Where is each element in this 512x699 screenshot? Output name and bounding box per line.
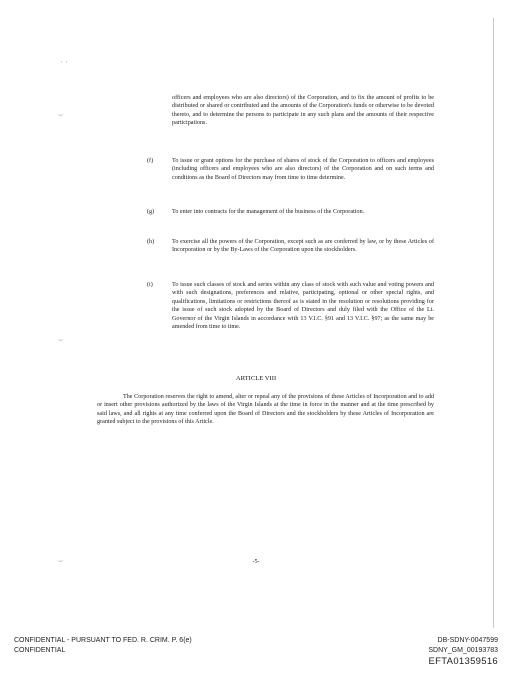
article-paragraph: The Corporation reserves the right to amend, alter or repeal any of the provisions of these Articles of Incorporation and to add or insert other provisions authorized by the laws of the Virgin Islands at the time in force in the manner and at the time prescribed by said laws, and all rights at any time conferred upon the Board of Directors and the stockholders by these Articles of Incorporation are granted subject to the provisions of this Article. bbox=[97, 394, 434, 426]
item-text-g: To enter into contracts for the management of the business of the Corporation. bbox=[172, 209, 365, 215]
item-text-h: To exercise all the powers of the Corporation, except such as are conferred by law, or by these Articles of Incorporation or by the By-Laws of the Corporation upon the stockholders. bbox=[172, 239, 434, 254]
item-text-i: To issue such classes of stock and series within any class of stock with such value and voting powers and with such designations, preferences and relative, participating, optional or other special rights, and qualifications, limitations or restrictions thereof as is stated in the resolution or resolutions providing for the issue of such stock adopted by the Board of Directors and duly filed with the Office of the Lt. Governor of the Virgin Islands in accordance with 13 V.I.C. §91 and 13 V.I.C. §97; as the same may be amended from time to time. bbox=[172, 282, 434, 331]
bates-number-sdny: SDNY_GM_00193783 bbox=[428, 647, 498, 654]
confidential-label: CONFIDENTIAL bbox=[14, 647, 66, 654]
item-label-h: (h) bbox=[147, 239, 155, 245]
item-label-f: (f) bbox=[147, 158, 154, 164]
confidentiality-footer bbox=[14, 636, 192, 656]
item-label-i: (i) bbox=[147, 282, 153, 288]
scan-speck: · · bbox=[60, 58, 68, 67]
paragraph-continuation: officers and employees who are also directors) of the Corporation, and to fix the amount of profits to be distributed or shared or contributed and the amounts of the Corporation's funds or otherwise to be devoted thereto, and to determine the persons to participate in any such plans and the amounts of their respective participations. bbox=[172, 95, 434, 127]
page-number: -5- bbox=[252, 559, 260, 565]
hole-punch-mark: ⌣ bbox=[58, 556, 64, 565]
bates-number-db: DB-SDNY-0047599 bbox=[437, 637, 498, 644]
hole-punch-mark: ⌣ bbox=[58, 110, 64, 119]
article-heading: ARTICLE VIII bbox=[235, 375, 277, 382]
hole-punch-mark: ⌣ bbox=[58, 335, 64, 344]
item-label-g: (g) bbox=[147, 209, 155, 215]
bates-number-efta: EFTA01359516 bbox=[428, 656, 498, 667]
bates-footer bbox=[428, 636, 498, 668]
confidential-notice: CONFIDENTIAL - PURSUANT TO FED. R. CRIM. P. 6(e) bbox=[14, 637, 192, 644]
item-text-f: To issue or grant options for the purchase of shares of stock of the Corporation to officers and employees (including officers and employees who are also directors) of the Corporation and on such terms and conditions as the Board of Directors may from time to time determine. bbox=[172, 158, 434, 181]
scan-edge-line bbox=[493, 18, 494, 628]
